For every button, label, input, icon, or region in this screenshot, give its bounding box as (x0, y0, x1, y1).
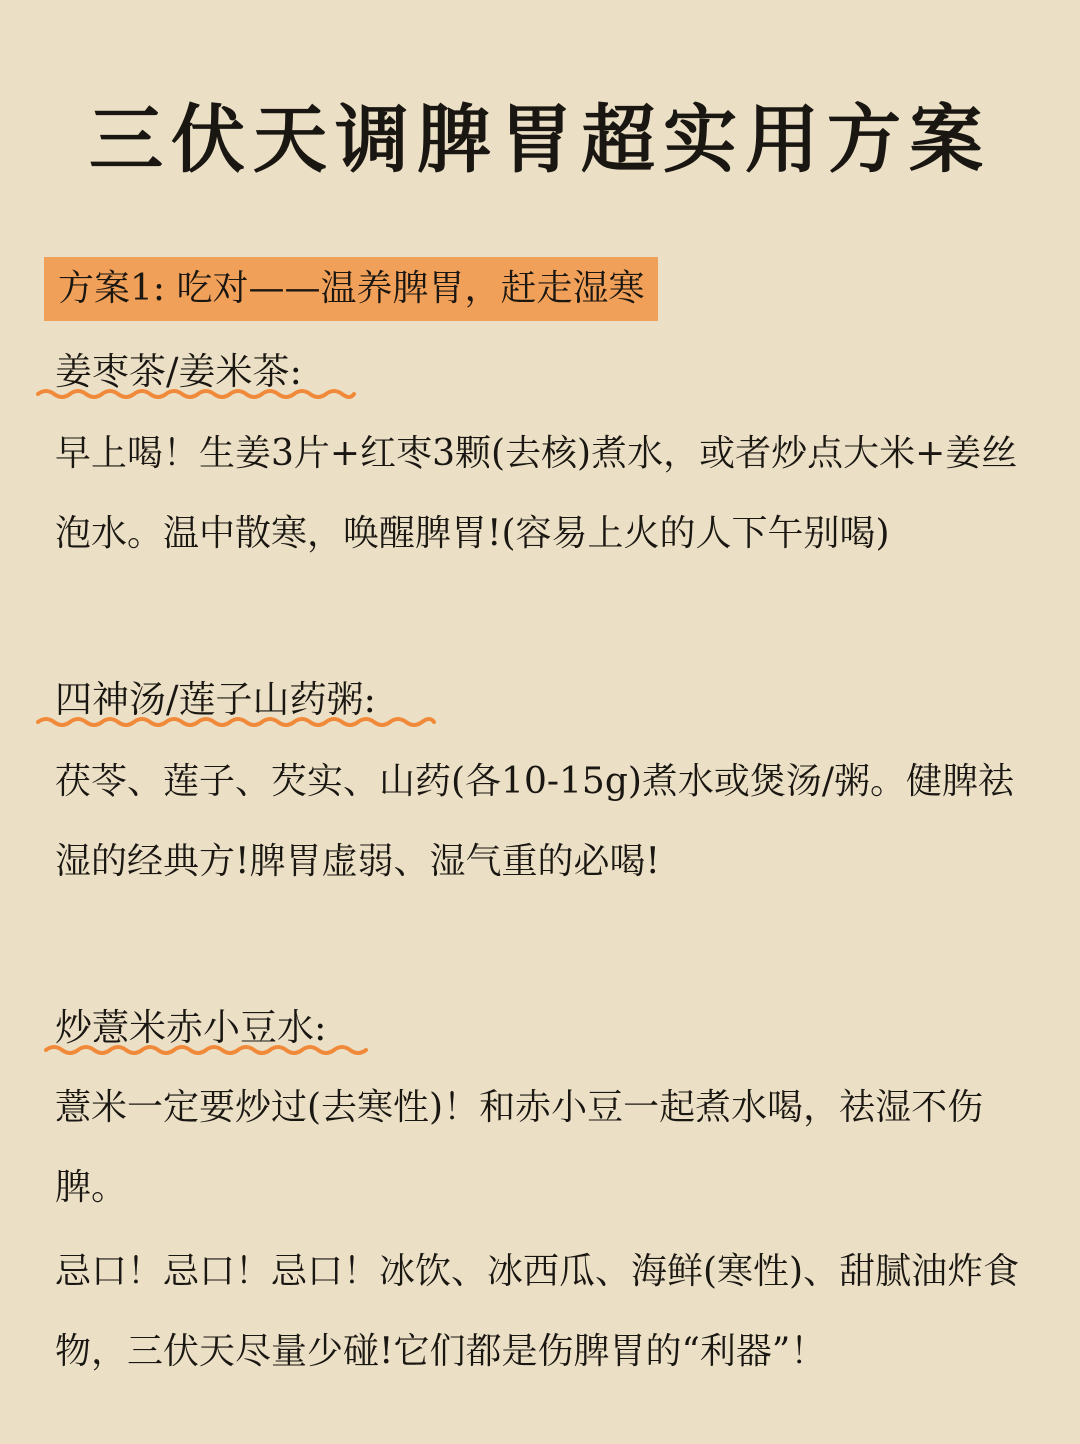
section-heading-coix-bean-water: 炒薏米赤小豆水: (55, 1006, 327, 1049)
section-body-ginger-tea: 早上喝！生姜3片+红枣3颗(去核)煮水，或者炒点大米+姜丝泡水。温中散寒，唤醒脾胃!(容易上火的人下午别喝) (55, 433, 1018, 554)
section-heading-four-herb-soup: 四神汤/莲子山药粥: (55, 678, 376, 721)
section-body-coix-bean-water: 薏米一定要炒过(去寒性)！和赤小豆一起煮水喝，祛湿不伤脾。 (55, 1087, 984, 1208)
heading-underline-wave (36, 386, 356, 402)
heading-underline-wave (36, 714, 436, 730)
warning-text: 忌口！忌口！忌口！冰饮、冰西瓜、海鲜(寒性)、甜腻油炸食物，三伏天尽量少碰!它们都是伤脾胃的“利器”！ (55, 1251, 1020, 1372)
page-title: 三伏天调脾胃超实用方案 (89, 97, 991, 183)
section-body-four-herb-soup: 茯苓、莲子、芡实、山药(各10-15g)煮水或煲汤/粥。健脾祛湿的经典方!脾胃虚弱、湿气重的必喝! (55, 761, 1015, 882)
plan-banner: 方案1: 吃对——温养脾胃，赶走湿寒 (44, 257, 658, 321)
section-heading-ginger-tea: 姜枣茶/姜米茶: (55, 350, 302, 393)
heading-underline-wave (44, 1042, 368, 1058)
